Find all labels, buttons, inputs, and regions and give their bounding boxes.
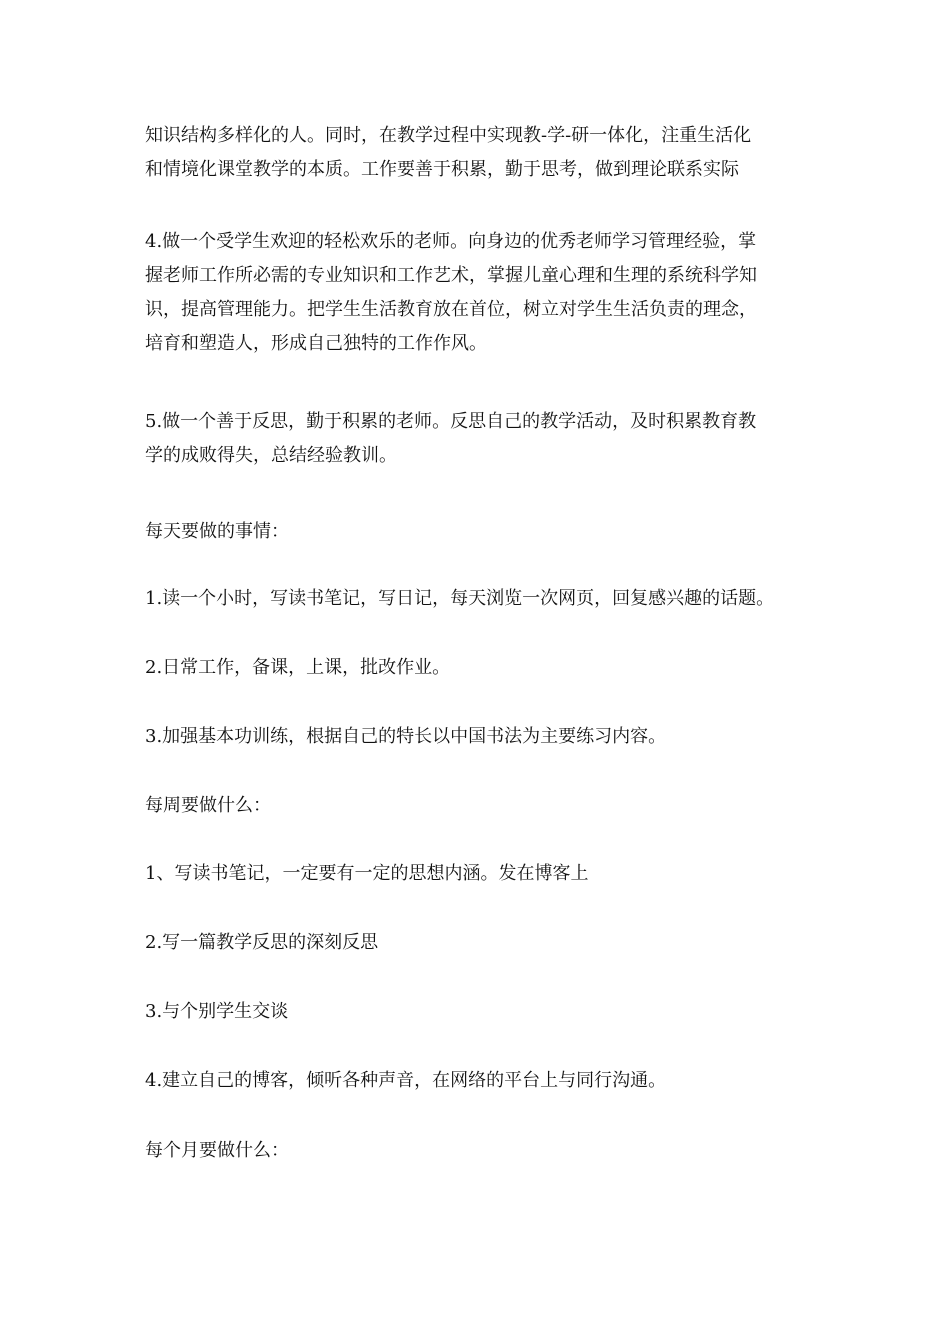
text-line: 识，提高管理能力。把学生生活教育放在首位，树立对学生生活负责的理念， (145, 299, 757, 320)
heading-monthly-tasks (145, 1134, 825, 1168)
text-line: 1.读一个小时，写读书笔记，写日记，每天浏览一次网页，回复感兴趣的话题。 (145, 588, 775, 609)
text-line: 每个月要做什么： (145, 1140, 289, 1161)
text-line: 4.建立自己的博客，倾听各种声音，在网络的平台上与同行沟通。 (145, 1070, 667, 1091)
text-line: 知识结构多样化的人。同时，在教学过程中实现教-学-研一体化，注重生活化 (145, 125, 752, 146)
text-line: 培育和塑造人，形成自己独特的工作作风。 (145, 333, 487, 354)
text-line: 和情境化课堂教学的本质。工作要善于积累，勤于思考，做到理论联系实际 (145, 159, 739, 180)
paragraph-item-5 (145, 405, 825, 473)
paragraph-knowledge-structure (145, 119, 825, 187)
text-line: 3.加强基本功训练，根据自己的特长以中国书法为主要练习内容。 (145, 726, 667, 747)
text-line: 2.写一篇教学反思的深刻反思 (145, 932, 379, 953)
text-line: 5.做一个善于反思，勤于积累的老师。反思自己的教学活动，及时积累教育教 (145, 411, 757, 432)
text-line: 学的成败得失，总结经验教训。 (145, 445, 397, 466)
text-line: 每周要做什么： (145, 795, 271, 816)
heading-weekly-tasks (145, 789, 825, 823)
weekly-task-2 (145, 926, 825, 960)
weekly-task-4 (145, 1064, 825, 1098)
daily-task-3 (145, 720, 825, 754)
text-line: 握老师工作所必需的专业知识和工作艺术，掌握儿童心理和生理的系统科学知 (145, 265, 757, 286)
text-line: 每天要做的事情： (145, 521, 289, 542)
weekly-task-1 (145, 857, 825, 891)
paragraph-item-4 (145, 225, 825, 361)
daily-task-1 (145, 582, 825, 616)
text-line: 4.做一个受学生欢迎的轻松欢乐的老师。向身边的优秀老师学习管理经验，掌 (145, 231, 757, 252)
text-line: 3.与个别学生交谈 (145, 1001, 289, 1022)
heading-daily-tasks (145, 515, 825, 549)
text-line: 1、写读书笔记，一定要有一定的思想内涵。发在博客上 (145, 863, 589, 884)
text-line: 2.日常工作，备课，上课，批改作业。 (145, 657, 451, 678)
daily-task-2 (145, 651, 825, 685)
weekly-task-3 (145, 995, 825, 1029)
